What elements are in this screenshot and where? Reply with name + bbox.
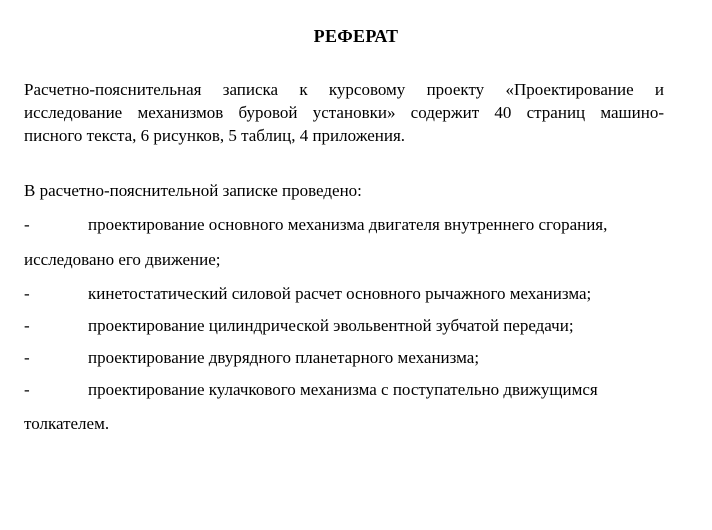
intro-line: писного текста, 6 рисунков, 5 таблиц, 4 приложения. xyxy=(24,126,406,145)
list-lead-text: В расчетно-пояснительной записке проведено: xyxy=(24,181,362,200)
list-item xyxy=(24,380,664,400)
list-item xyxy=(24,348,664,368)
list-dash: - xyxy=(24,284,30,303)
intro-line: исследование механизмов буровой установки» содержит 40 страниц машино- xyxy=(24,103,664,122)
list-dash: - xyxy=(24,215,30,234)
list-item-continuation: толкателем. xyxy=(24,414,110,433)
list-item-continuation: исследовано его движение; xyxy=(24,250,221,269)
list-item-text: проектирование двурядного планетарного механизма; xyxy=(88,348,480,367)
list-item xyxy=(24,284,664,304)
list-dash: - xyxy=(24,380,30,399)
list-item xyxy=(24,215,664,235)
list-dash: - xyxy=(24,348,30,367)
list-item-text: проектирование кулачкового механизма с поступательно движущимся xyxy=(88,380,598,399)
document-title: РЕФЕРАТ xyxy=(313,26,399,46)
intro-line: Расчетно-пояснительная записка к курсовому проекту «Проектирование и xyxy=(24,80,664,99)
list-item-text: проектирование основного механизма двигателя внутреннего сгорания, xyxy=(88,215,608,234)
list-dash: - xyxy=(24,316,30,335)
list-item-text: проектирование цилиндрической эвольвентной зубчатой передачи; xyxy=(88,316,574,335)
list-item xyxy=(24,316,664,336)
list-item-text: кинетостатический силовой расчет основного рычажного механизма; xyxy=(88,284,592,303)
intro-paragraph xyxy=(24,78,664,147)
